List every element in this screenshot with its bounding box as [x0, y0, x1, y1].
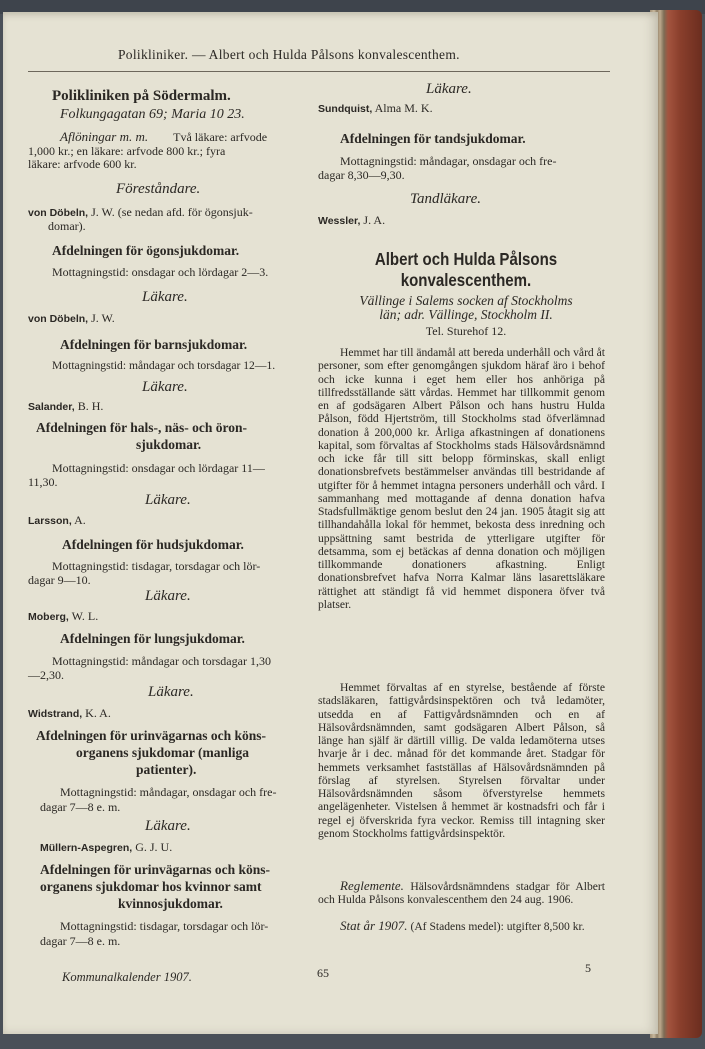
person-name-lung: Widstrand, [28, 708, 83, 720]
section-hours-hals-1: Mottagningstid: onsdagar och lördagar 11— [52, 461, 265, 475]
section-title-urin-k-3: kvinnosjukdomar. [118, 896, 223, 911]
right-lakare-initials: Alma M. K. [374, 101, 433, 115]
section-hours-barn: Mottagningstid: måndagar och torsdagar 12—1. [52, 359, 276, 372]
person-initials-barn: B. H. [77, 399, 104, 413]
section-role-urin-m: Läkare. [145, 818, 191, 834]
section-role-lung: Läkare. [148, 684, 194, 700]
person-initials-hals: A. [74, 513, 86, 527]
section-title-urin-m-3: patienter). [136, 762, 197, 777]
section-hours-urin-k-1: Mottagningstid: tisdagar, torsdagar och lör- [60, 919, 269, 933]
section-title-barn: Afdelningen för barnsjukdomar. [60, 337, 248, 352]
person-initials-lung: K. A. [85, 706, 111, 720]
section-role-barn: Läkare. [142, 379, 188, 395]
section-title-urin-k-2: organens sjukdomar hos kvinnor samt [40, 879, 262, 894]
albert-title-line1: Albert och Hulda Pålsons [374, 249, 558, 269]
right-lakare-heading: Läkare. [426, 81, 472, 97]
salary-label: Aflöningar m. m. [60, 129, 149, 144]
paragraph-2: Hemmet förvaltas af en styrelse, bestående af förste stadsläkaren, fattigvårdsinspektören och två ledamöter, utsedda en af Fattigvårdsnämnden och en af Hälsovårdsnämnden, samt godsägaren Albert Pålson, så länge han själf är därtill villig. De valda ledamöterna utses hvarje år i dec. månad för det kommande året. Stadgar för hemmets verksamhet fastställas af Hälsovårdsnämnden på förslag af styrelsen. Styrelsen förvaltar under Hälsovårdsnämnden såsom öfverstyrelse hemmets angelägenheter. Vistelsen å hemmet är kostnadsfri och får i regel ej öfverskrida fyra veckor. Remiss till intagning sker genom Stockholms fattigvårdsinspektör. [318, 681, 605, 840]
tandlakare-name: Wessler, [318, 215, 361, 227]
section-hours-urin-m-2: dagar 7—8 e. m. [40, 800, 121, 814]
person-initials-ogon: J. W. [91, 311, 115, 325]
section-title-urin-k-1: Afdelningen för urinvägarnas och köns- [40, 862, 271, 877]
forestandare-rest1: J. W. (se nedan afd. för ögonsjuk- [91, 205, 253, 219]
salary-line2: 1,000 kr.; en läkare: arfvode 800 kr.; fyra [28, 144, 226, 158]
person-initials-urin-m: G. J. U. [135, 840, 173, 854]
forestandare-name: von Döbeln, [28, 207, 89, 219]
section-hours-lung-2: —2,30. [28, 668, 64, 682]
section-role-ogon: Läkare. [142, 289, 188, 305]
section-title-ogon: Afdelningen för ögonsjukdomar. [52, 243, 240, 258]
section-title-hals-2: sjukdomar. [136, 437, 202, 452]
section-hours-lung-1: Mottagningstid: måndagar och torsdagar 1,30 [52, 654, 271, 668]
person-name-barn: Salander, [28, 401, 75, 413]
reglemente-label: Reglemente. [340, 878, 404, 893]
salary-line1: Två läkare: arfvode [173, 130, 268, 144]
section-title-hals-1: Afdelningen för hals-, näs- och öron- [36, 420, 248, 435]
tandlakare-heading: Tandläkare. [410, 191, 481, 207]
footer-right: 5 [585, 961, 591, 975]
forestandare-rest2: domar). [48, 219, 86, 233]
left-title: Polikliniken på Södermalm. [52, 88, 231, 104]
person-name-hud: Moberg, [28, 611, 69, 623]
section-title-urin-m-2: organens sjukdomar (manliga [76, 745, 250, 760]
section-hours-hals-2: 11,30. [28, 475, 58, 489]
footer-left: Kommunalkalender 1907. [62, 970, 192, 984]
albert-title [339, 249, 594, 291]
person-name-urin-m: Müllern-Aspegren, [40, 842, 133, 854]
section-title-hud: Afdelningen för hudsjukdomar. [62, 537, 244, 552]
person-name-ogon: von Döbeln, [28, 313, 89, 325]
reglemente-text: Hälsovårdsnämndens stadgar för Albert och Hulda Pålsons konvalescenthem den 24 aug. 1906. [318, 880, 606, 907]
right-lakare-name: Sundquist, [318, 103, 373, 115]
section-hours-urin-k-2: dagar 7—8 e. m. [40, 934, 121, 948]
tandlakare-initials: J. A. [363, 213, 386, 227]
section-hours-hud-1: Mottagningstid: tisdagar, torsdagar och lör- [52, 559, 261, 573]
section-hours-hud-2: dagar 9—10. [28, 573, 91, 587]
section-role-hud: Läkare. [145, 588, 191, 604]
forestandare-heading: Föreståndare. [116, 181, 201, 197]
location-line1: Vällinge i Salems socken af Stockholms [359, 293, 573, 308]
section-hours-ogon: Mottagningstid: onsdagar och lördagar 2—3. [52, 265, 269, 279]
section-title-lung: Afdelningen för lungsjukdomar. [60, 631, 245, 646]
tand-hours-1: Mottagningstid: måndagar, onsdagar och fre- [340, 154, 557, 168]
stat-text: (Af Stadens medel): utgifter 8,500 kr. [410, 920, 585, 933]
albert-title-line2: konvalescenthem. [400, 270, 532, 290]
stat-paragraph [318, 919, 605, 933]
salary-line3: läkare: arfvode 600 kr. [28, 157, 137, 171]
reglemente-paragraph [318, 879, 605, 907]
tand-title: Afdelningen för tandsjukdomar. [340, 131, 526, 146]
tel-line: Tel. Sturehof 12. [425, 324, 507, 338]
person-name-hals: Larsson, [28, 515, 72, 527]
paragraph-1: Hemmet har till ändamål att bereda underhåll och vård åt personer, som efter genomgången sjukdom häraf äro i behof och icke kunna i eget hem eller hos anhöriga på tillfredsställande sätt vårdas. Hemmet har tillkommit genom en af godsägaren Albert Pålson och hans hustru Hulda Pålson, född Hjertström, till Stockholms stad öfverlämnad donation å 200,000 kr. Årliga afkastningen af donationens kapital, som förvaltas af Stockholms stads Hälsovårdsnämnd och icke får till sitt belopp förminskas, skall enligt donationsbrefvets bestämmelser användas till bestridande af utgifter för å hemmet intagna personers underhåll och vård. I sammanhang med mottagande af denna donation hafva Stadsfullmäktige genom beslut den 24 jan. 1905 åtagit sig att tillhandahålla lokal för hemmet, bekosta dess inredning och uppsättning samt bestrida de ytterligare utgifter för detsamma, som ej betäckas af denna donation och möjligen tillkommande donationers afkastning. Enligt donationsbrefvet hafva Norra Kalmar läns lasarettsläkare rättighet att ständigt få vid hemmet disponera öfver två platser. [318, 346, 605, 611]
running-head: Polikliniker. — Albert och Hulda Pålsons konvalescenthem. [118, 47, 460, 62]
section-hours-urin-m-1: Mottagningstid: måndagar, onsdagar och fre- [60, 785, 277, 799]
location-line2: län; adr. Vällinge, Stockholm II. [379, 307, 553, 322]
left-address: Folkungagatan 69; Maria 10 23. [60, 107, 245, 122]
section-title-urin-m-1: Afdelningen för urinvägarnas och köns- [36, 728, 267, 743]
stat-label: Stat år 1907. [340, 918, 408, 933]
person-initials-hud: W. L. [71, 609, 99, 623]
section-role-hals: Läkare. [145, 492, 191, 508]
footer-page-number: 65 [317, 966, 329, 980]
header-rule [28, 71, 610, 72]
tand-hours-2: dagar 8,30—9,30. [318, 168, 405, 182]
